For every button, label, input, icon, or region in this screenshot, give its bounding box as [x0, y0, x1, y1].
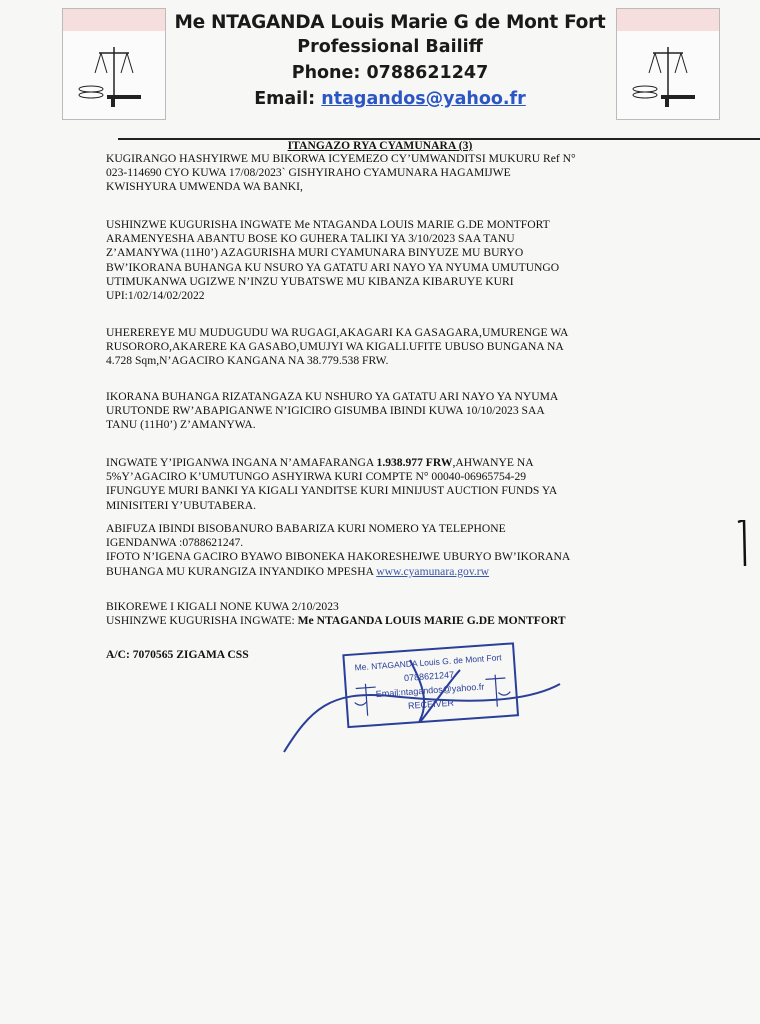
- paragraph-location: UHEREREYE MU MUDUGUDU WA RUGAGI,AKAGARI KA GASAGARA,UMURENGE WA RUSORORO,AKARERE KA GASABO,UMUJYI WA KIGALI.UFITE UBUSO BUNGANA NA 4.728 Sqm,N’AGACIRO KANGANA NA 38.779.538 FRW.: [106, 326, 569, 368]
- stamp-line-1: Me. NTAGANDA Louis G. de Mont Fort: [354, 652, 502, 673]
- official-stamp: [270, 640, 570, 760]
- paragraph-deposit: [106, 456, 646, 513]
- paragraph-signoff: [106, 600, 646, 628]
- bailiff-email-line: [170, 86, 610, 112]
- letterhead: [170, 10, 610, 112]
- email-label: Email:: [254, 89, 322, 109]
- paragraph-reference: KUGIRANGO HASHYIRWE MU BIKORWA ICYEMEZO CY’UMWANDITSI MUKURU Ref N° 023-114690 CYO KUWA 17/08/2023` GISHYIRAHO CYAMUNARA HAGAMIJWE KWISHYURA UMWENDA WA BANKI,: [106, 152, 576, 194]
- stamp-line-4: RECEIVER: [407, 697, 455, 711]
- right-logo-box: [616, 8, 720, 120]
- page-edge-mark: [736, 520, 750, 570]
- auction-website-link[interactable]: www.cyamunara.gov.rw: [376, 564, 490, 578]
- left-logo-box: [62, 8, 166, 120]
- notice-title: ITANGAZO RYA CYAMUNARA (3): [287, 140, 473, 152]
- deposit-text-a: INGWATE Y’IPIGANWA INGANA N’AMAFARANGA: [106, 456, 377, 469]
- bailiff-name: Me NTAGANDA Louis Marie G de Mont Fort: [174, 12, 606, 33]
- paragraph-contact: [106, 522, 646, 579]
- bailiff-role: Professional Bailiff: [297, 37, 483, 57]
- paragraph-results: IKORANA BUHANGA RIZATANGAZA KU NSHURO YA GATATU ARI NAYO YA NYUMA URUTONDE RW’ABAPIGANWE N’IGICIRO GISUMBA IBINDI KUWA 10/10/2023 SAA TANU (11H0’) Z’AMANYWA.: [106, 390, 559, 432]
- stamp-line-2: 0788621247: [403, 669, 455, 684]
- signoff-text: BIKOREWE I KIGALI NONE KUWA 2/10/2023 USHINZWE KUGURISHA INGWATE:: [106, 600, 339, 628]
- signoff-name: Me NTAGANDA LOUIS MARIE G.DE MONTFORT: [297, 614, 566, 628]
- email-link[interactable]: ntagandos@yahoo.fr: [321, 89, 526, 109]
- bailiff-phone: Phone: 0788621247: [291, 63, 489, 83]
- logo-tint: [617, 9, 719, 31]
- scales-of-justice-icon: [625, 39, 711, 113]
- deposit-text-b: ,AHWANYE NA 5%Y’AGACIRO K’UMUTUNGO ASHYIRWA KURI COMPTE N° 00040-06965754-29 IFUNGUYE MURI BANKI YA KIGALI YANDITSE KURI MINIJUST AUCTION FUNDS YA MINISITERI Y’UBUTABERA.: [106, 456, 558, 512]
- stamp-line-3: Email:ntagandos@yahoo.fr: [375, 681, 485, 700]
- paragraph-announcement: USHINZWE KUGURISHA INGWATE Me NTAGANDA LOUIS MARIE G.DE MONTFORT ARAMENYESHA ABANTU BOSE KO GUHERA TALIKI YA 3/10/2023 SAA TANU Z’AMANYWA (11H0’) AZAGURISHA MURI CYAMUNARA BINYUZE MU BURYO BW’IKORANA BUHANGA KU NSURO YA GATATU ARI NAYO YA NYUMA UMUTUNGO UTIMUKANWA UGIZWE N’INZU YUBATSWE MU KIBANZA KIBARUYE KURI UPI:1/02/14/02/2022: [106, 218, 560, 303]
- account-number: A/C: 7070565 ZIGAMA CSS: [106, 648, 249, 661]
- deposit-amount: 1.938.977 FRW: [376, 456, 453, 469]
- logo-tint: [63, 9, 165, 31]
- contact-text: ABIFUZA IBINDI BISOBANURO BABARIZA KURI NOMERO YA TELEPHONE IGENDANWA :0788621247. IFOTO N’IGENA GACIRO BYAWO BIBONEKA HAKORESHEJWE UBURYO BW’IKORANA BUHANGA MU KURANGIZA INYANDIKO MPESHA: [106, 522, 571, 578]
- scales-of-justice-icon: [71, 39, 157, 113]
